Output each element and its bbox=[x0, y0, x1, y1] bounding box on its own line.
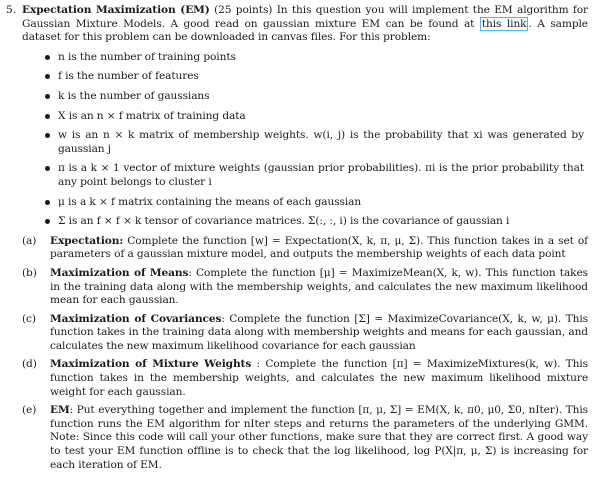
part-heading: Maximization of Means bbox=[50, 266, 189, 279]
part-label: (d) bbox=[22, 358, 37, 371]
definition-item: w is an n × k matrix of membership weights. w(i, j) is the probability that xi was generated by gaussian j bbox=[58, 129, 588, 156]
parts-list bbox=[22, 235, 588, 473]
definition-item: f is the number of features bbox=[58, 70, 588, 84]
part-a bbox=[22, 234, 588, 262]
definition-item: μ is a k × f matrix containing the means of each gaussian bbox=[58, 196, 588, 210]
part-heading: Maximization of Mixture Weights bbox=[50, 358, 252, 371]
part-label: (e) bbox=[22, 404, 37, 417]
definition-item: π is a k × 1 vector of mixture weights (gaussian prior probabilities). πi is the prior probability that any point belongs to cluster i bbox=[58, 162, 588, 189]
part-text: : Complete the function [π] = MaximizeMixtures(k, w). This function takes in the membership weights, and calculates the new maximum likelihood mixture weight for each gaussian. bbox=[50, 358, 588, 398]
part-heading: Expectation: bbox=[50, 234, 124, 247]
reading-link[interactable]: this link bbox=[481, 17, 527, 30]
part-heading: Maximization of Covariances bbox=[50, 312, 222, 325]
part-text: Complete the function [w] = Expectation(X, k, π, μ, Σ). This function takes in a set of parameters of a gaussian mixture model, and outputs the membership weights of each data point bbox=[50, 234, 588, 261]
definition-item: X is an n × f matrix of training data bbox=[58, 110, 588, 124]
part-label: (b) bbox=[22, 266, 37, 279]
definitions-list bbox=[22, 51, 588, 229]
part-b bbox=[22, 266, 588, 308]
part-label: (a) bbox=[22, 234, 37, 247]
definition-item: n is the number of training points bbox=[58, 51, 588, 65]
part-c bbox=[22, 312, 588, 354]
question-title: Expectation Maximization (EM) bbox=[22, 4, 210, 16]
definition-item: Σ is an f × f × k tensor of covariance matrices. Σ(:, :, i) is the covariance of gaussian i bbox=[58, 215, 588, 229]
definition-item: k is the number of gaussians bbox=[58, 90, 588, 104]
part-text: : Put everything together and implement the function [π, μ, Σ] = EM(X, k, π0, μ0, Σ0, nIter). This function runs the EM algorithm for nIter steps and returns the parameters of the underlying GMM. Note: Since this code will call your other functions, make sure that they are correct first. A good way to test your EM function offline is to check that the log likelihood, log P(X|π, μ, Σ) is increasing for each iteration of EM. bbox=[50, 404, 588, 471]
question-number: 5. bbox=[6, 4, 16, 16]
intro-after-link: . A sample dataset for this problem can be downloaded in canvas files. For this problem: bbox=[22, 17, 588, 44]
part-label: (c) bbox=[22, 312, 36, 325]
question-intro bbox=[22, 4, 588, 45]
intro-before-link: (25 points) In this question you will implement the EM algorithm for Gaussian Mixture Models. A good read on gaussian mixture EM can be found at bbox=[22, 4, 588, 30]
part-text: : Complete the function [Σ] = MaximizeCovariance(X, k, w, μ). This function takes in the training data along with membership weights and means for each gaussian, and calculates the new maximum likelihood covariance for each gaussian bbox=[50, 312, 588, 352]
part-text: : Complete the function [μ] = MaximizeMean(X, k, w). This function takes in the training data along with the membership weights, and calculates the new maximum likelihood mean for each gaussian. bbox=[50, 266, 588, 307]
part-e bbox=[22, 404, 588, 472]
part-d bbox=[22, 358, 588, 399]
problem-5 bbox=[6, 4, 588, 477]
part-heading: EM bbox=[50, 404, 70, 417]
